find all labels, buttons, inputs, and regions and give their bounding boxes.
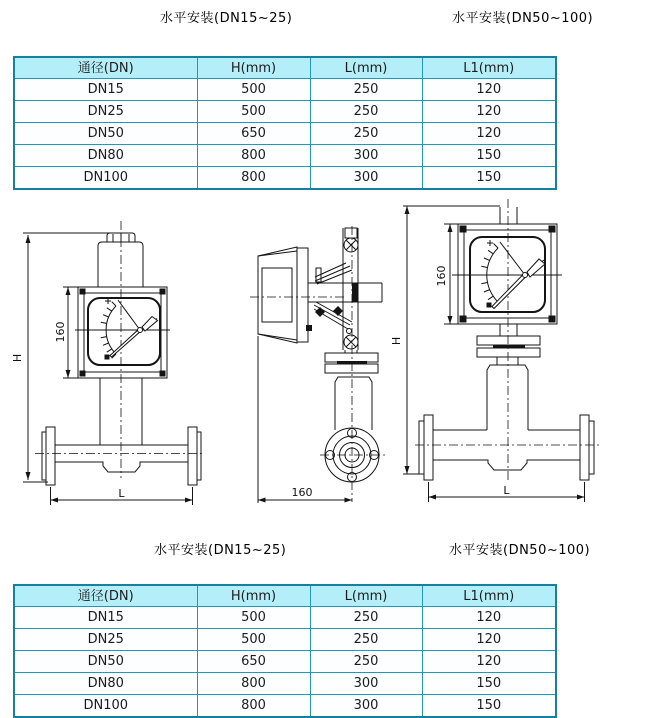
table-cell: DN25	[14, 101, 197, 123]
table-cell: 120	[422, 123, 556, 145]
table-cell: 650	[197, 123, 310, 145]
table-cell: 250	[310, 123, 422, 145]
table-cell: 300	[310, 167, 422, 190]
title-top-right: 水平安装(DN50~100)	[452, 11, 594, 26]
spec-table-top	[13, 56, 557, 190]
title-bottom-right: 水平安装(DN50~100)	[449, 543, 591, 558]
table-cell: 500	[197, 101, 310, 123]
table-cell: 300	[310, 145, 422, 167]
column-header: H(mm)	[197, 57, 310, 79]
diagram-front-view-small	[11, 221, 205, 505]
table-cell: DN80	[14, 145, 197, 167]
table-row	[14, 607, 556, 629]
table-cell: 250	[310, 629, 422, 651]
table-cell: 500	[197, 629, 310, 651]
table-cell: DN50	[14, 651, 197, 673]
dim-label-h-right: H	[390, 336, 403, 346]
table-cell: DN25	[14, 629, 197, 651]
column-header: L1(mm)	[422, 585, 556, 607]
table-cell: DN15	[14, 607, 197, 629]
table-cell: DN80	[14, 673, 197, 695]
table-cell: 300	[310, 673, 422, 695]
table-row	[14, 673, 556, 695]
table-cell: DN100	[14, 167, 197, 190]
table-cell: 120	[422, 651, 556, 673]
table-row	[14, 167, 556, 190]
table-cell: 250	[310, 607, 422, 629]
table-row	[14, 79, 556, 101]
table-row	[14, 629, 556, 651]
table-row	[14, 123, 556, 145]
table-cell: 500	[197, 607, 310, 629]
column-header: L1(mm)	[422, 57, 556, 79]
column-header: L(mm)	[310, 57, 422, 79]
dim-label-l-right: L	[503, 484, 510, 497]
table-row	[14, 651, 556, 673]
table-cell: 650	[197, 651, 310, 673]
table-row	[14, 101, 556, 123]
table-cell: 800	[197, 695, 310, 718]
column-header: 通径(DN)	[14, 57, 197, 79]
table-cell: 150	[422, 167, 556, 190]
table-cell: 800	[197, 167, 310, 190]
column-header: 通径(DN)	[14, 585, 197, 607]
dim-label-160-middle: 160	[291, 486, 313, 499]
table-cell: 250	[310, 101, 422, 123]
column-header: L(mm)	[310, 585, 422, 607]
table-cell: 250	[310, 79, 422, 101]
spec-table-bottom	[13, 584, 557, 718]
table-cell: 300	[310, 695, 422, 718]
table-cell: DN50	[14, 123, 197, 145]
table-header-row	[14, 57, 556, 79]
title-top-left: 水平安装(DN15~25)	[160, 11, 293, 26]
title-bottom-left: 水平安装(DN15~25)	[154, 543, 287, 558]
table-cell: 150	[422, 673, 556, 695]
table-cell: 120	[422, 79, 556, 101]
table-row	[14, 145, 556, 167]
table-cell: DN100	[14, 695, 197, 718]
table-row	[14, 695, 556, 718]
table-cell: 150	[422, 695, 556, 718]
technical-drawings	[0, 193, 645, 533]
table-header-row	[14, 585, 556, 607]
table-cell: 250	[310, 651, 422, 673]
table-cell: 120	[422, 101, 556, 123]
diagram-front-view-large	[415, 199, 600, 502]
dim-label-h-left: H	[11, 353, 24, 363]
diagram-side-view	[250, 206, 500, 503]
table-cell: DN15	[14, 79, 197, 101]
table-cell: 120	[422, 607, 556, 629]
table-cell: 500	[197, 79, 310, 101]
table-cell: 120	[422, 629, 556, 651]
table-cell: 800	[197, 673, 310, 695]
dim-label-160-right: 160	[435, 265, 448, 287]
table-cell: 800	[197, 145, 310, 167]
dim-label-160-left: 160	[54, 321, 67, 343]
dim-label-l-left: L	[118, 487, 125, 500]
table-cell: 150	[422, 145, 556, 167]
column-header: H(mm)	[197, 585, 310, 607]
